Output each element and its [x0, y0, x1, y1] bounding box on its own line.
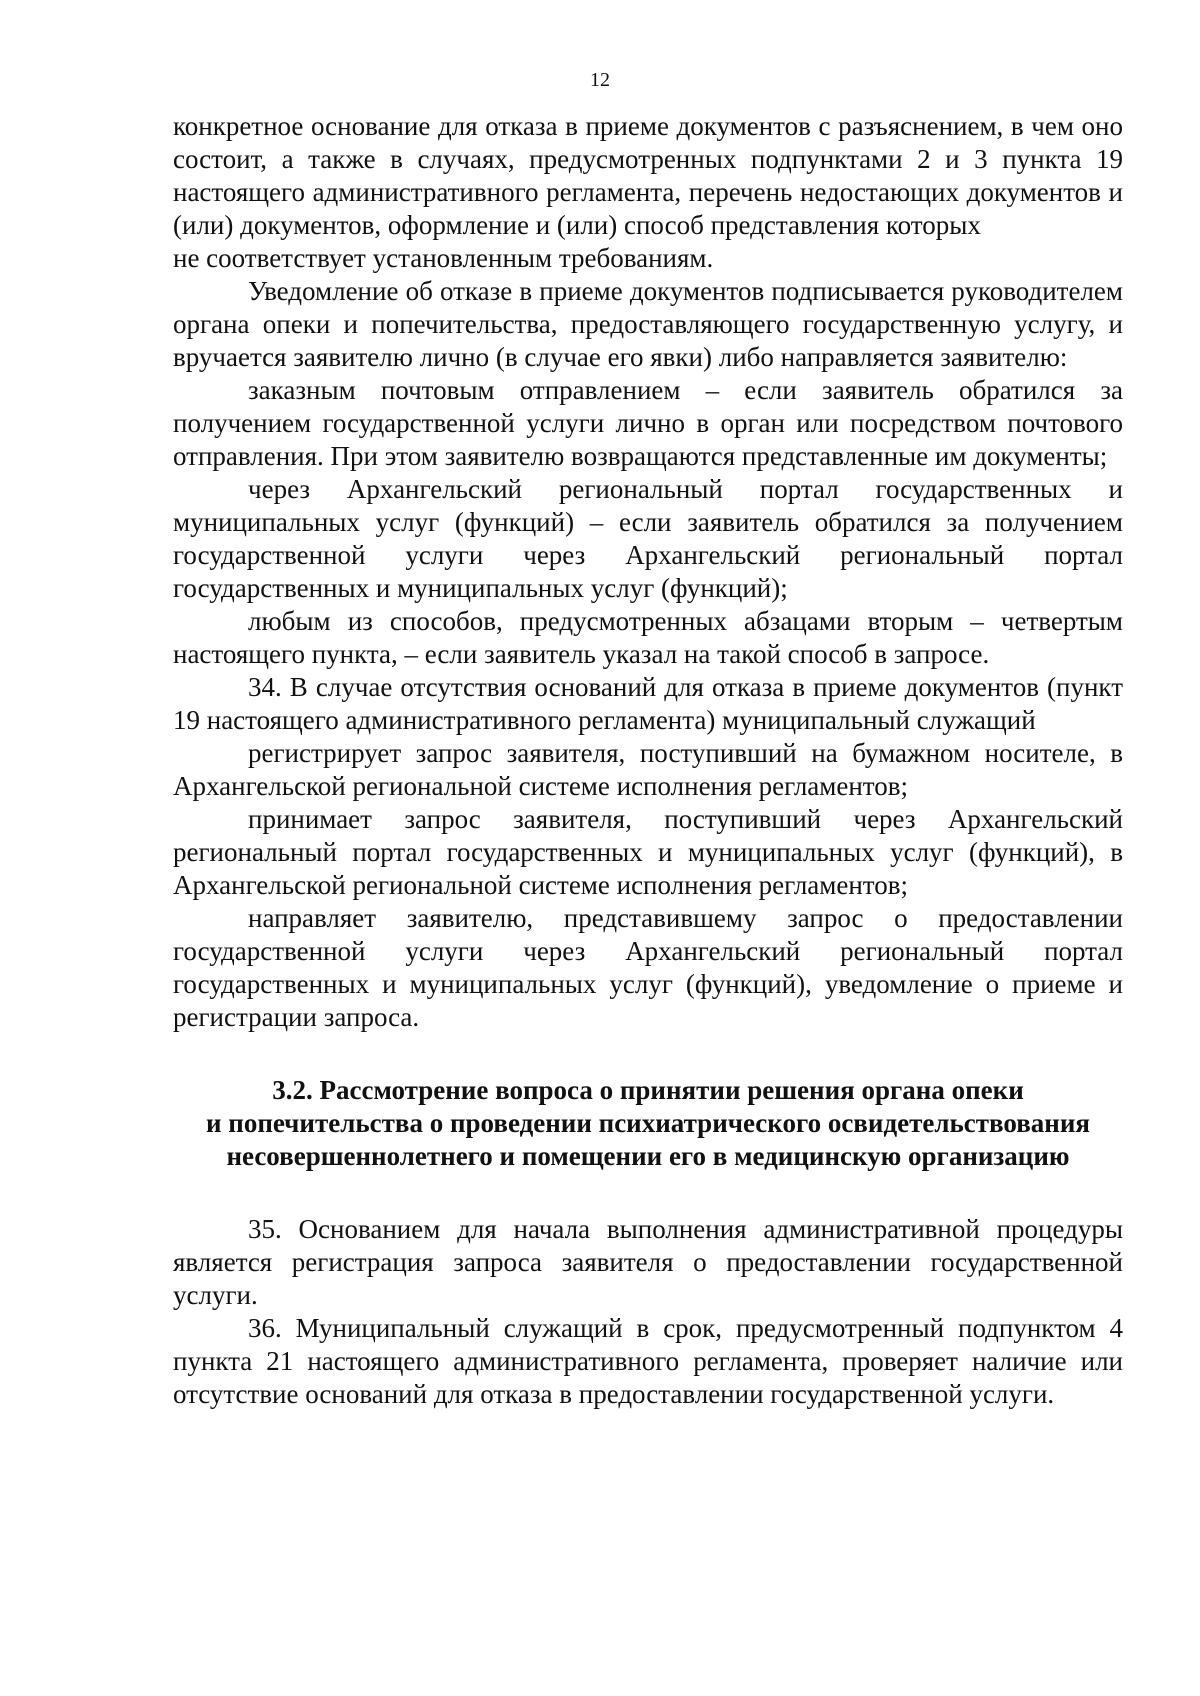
paragraph-portal: через Архангельский региональный портал государственных и муниципальных услуг (функций) – если заявитель обратился за получением государственной услуги через Архангельский региональный портал государственных и муниципальных услуг (функций);: [173, 474, 1123, 603]
paragraph-item-36: 36. Муниципальный служащий в срок, предусмотренный подпунктом 4 пункта 21 настоящего административного регламента, проверяет наличие или отсутствие оснований для отказа в предоставлении государственной услуги.: [173, 1313, 1123, 1409]
paragraph-registers-request: регистрирует запрос заявителя, поступивший на бумажном носителе, в Архангельской региональной системе исполнения регламентов;: [173, 738, 1123, 801]
paragraph-item-35: 35. Основанием для начала выполнения административной процедуры является регистрация запроса заявителя о предоставлении государственной услуги.: [173, 1214, 1123, 1310]
paragraph-item-34: 34. В случае отсутствия оснований для отказа в приеме документов (пункт 19 настоящего административного регламента) муниципальный служащий: [173, 672, 1123, 735]
paragraph-requirements: не соответствует установленным требованиям.: [173, 243, 714, 273]
paragraph-notice-signed: Уведомление об отказе в приеме документов подписывается руководителем органа опеки и попечительства, предоставляющего государственную услугу, и вручается заявителю лично (в случае его явки) либо направляется заявителю:: [173, 276, 1123, 372]
paragraph-registered-mail: заказным почтовым отправлением – если заявитель обратился за получением государственной услуги лично в орган или посредством почтового отправления. При этом заявителю возвращаются представленные им документы;: [173, 375, 1123, 471]
paragraph-sends-notice: направляет заявителю, представившему запрос о предоставлении государственной услуги через Архангельский региональный портал государственных и муниципальных услуг (функций), уведомление о приеме и регистрации запроса.: [173, 903, 1123, 1032]
document-body: [173, 110, 1123, 1411]
section-heading-3-2: [173, 1074, 1123, 1173]
section-heading-line: 3.2. Рассмотрение вопроса о принятии решения органа опеки: [272, 1075, 1024, 1105]
paragraph-any-method: любым из способов, предусмотренных абзацами вторым – четвертым настоящего пункта, – если заявитель указал на такой способ в запросе.: [173, 606, 1123, 669]
page-number: 12: [590, 69, 610, 91]
paragraph-accepts-request: принимает запрос заявителя, поступивший через Архангельский региональный портал государственных и муниципальных услуг (функций), в Архангельской региональной системе исполнения регламентов;: [173, 804, 1123, 900]
section-heading-line: несовершеннолетнего и помещении его в медицинскую организацию: [226, 1141, 1070, 1171]
paragraph-refusal-grounds: конкретное основание для отказа в приеме документов с разъяснением, в чем оно состоит, а также в случаях, предусмотренных подпунктами 2 и 3 пункта 19 настоящего административного регламента, перечень недостающих документов и (или) документов, оформление и (или) способ представления которых: [173, 111, 1123, 240]
section-heading-line: и попечительства о проведении психиатрического освидетельствования: [205, 1108, 1091, 1138]
